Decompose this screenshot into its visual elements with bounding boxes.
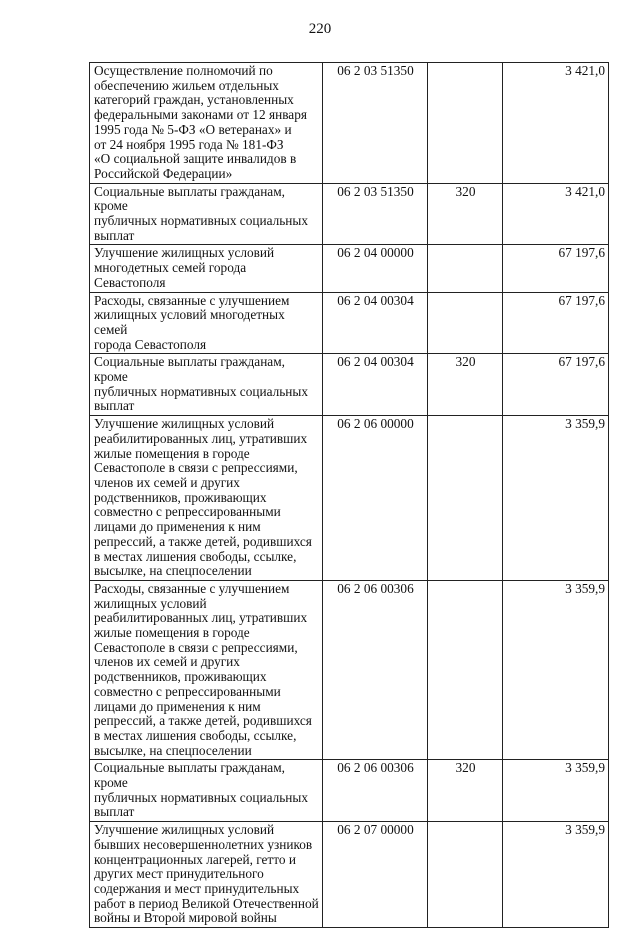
row-name: Осуществление полномочий по обеспечению жильем отдельных категорий граждан, установленных федеральными законами от 12 января 1995 года № 5-ФЗ «О ветеранах» и от 24 ноября 1995 года № 181-ФЗ «О социальной защите инвалидов в Российской Федерации»: [90, 63, 323, 184]
row-name: Социальные выплаты гражданам, кроме публичных нормативных социальных выплат: [90, 354, 323, 416]
row-target-code: 06 2 03 51350: [323, 183, 428, 245]
row-amount: 67 197,6: [503, 354, 609, 416]
row-target-code: 06 2 06 00306: [323, 760, 428, 822]
row-name: Улучшение жилищных условий реабилитированных лиц, утративших жилые помещения в городе Севастополе в связи с репрессиями, членов их семей и других родственников, проживающих совместно с репрессированными лицами до применения к ним репрессий, а также детей, родившихся в местах лишения свободы, ссылке, высылке, на спецпоселении: [90, 416, 323, 581]
row-amount: 3 421,0: [503, 63, 609, 184]
table-row: [90, 354, 609, 416]
table-row: [90, 822, 609, 928]
row-expense-type: [428, 822, 503, 928]
row-target-code: 06 2 03 51350: [323, 63, 428, 184]
row-name: Социальные выплаты гражданам, кроме публичных нормативных социальных выплат: [90, 183, 323, 245]
row-name: Расходы, связанные с улучшением жилищных условий реабилитированных лиц, утративших жилые помещения в городе Севастополе в связи с репрессиями, членов их семей и других родственников, проживающих совместно с репрессированными лицами до применения к ним репрессий, а также детей, родившихся в местах лишения свободы, ссылке, высылке, на спецпоселении: [90, 580, 323, 759]
row-name: Социальные выплаты гражданам, кроме публичных нормативных социальных выплат: [90, 760, 323, 822]
row-target-code: 06 2 04 00304: [323, 354, 428, 416]
row-target-code: 06 2 04 00304: [323, 292, 428, 354]
row-name: Расходы, связанные с улучшением жилищных условий многодетных семей города Севастополя: [90, 292, 323, 354]
table-row: [90, 245, 609, 292]
row-amount: 3 359,9: [503, 822, 609, 928]
row-amount: 3 421,0: [503, 183, 609, 245]
row-amount: 67 197,6: [503, 292, 609, 354]
row-amount: 3 359,9: [503, 416, 609, 581]
row-target-code: 06 2 06 00306: [323, 580, 428, 759]
row-expense-type: [428, 292, 503, 354]
table-row: [90, 416, 609, 581]
row-amount: 67 197,6: [503, 245, 609, 292]
row-amount: 3 359,9: [503, 580, 609, 759]
table-row: [90, 183, 609, 245]
row-name: Улучшение жилищных условий бывших несовершеннолетних узников концентрационных лагерей, гетто и других мест принудительного содержания и мест принудительных работ в период Великой Отечественной войны и Второй мировой войны: [90, 822, 323, 928]
table-row: [90, 760, 609, 822]
row-expense-type: [428, 63, 503, 184]
row-expense-type: 320: [428, 760, 503, 822]
row-target-code: 06 2 04 00000: [323, 245, 428, 292]
row-expense-type: 320: [428, 183, 503, 245]
table-row: [90, 580, 609, 759]
table-row: [90, 292, 609, 354]
row-expense-type: [428, 416, 503, 581]
page-number: 220: [308, 21, 332, 37]
row-name: Улучшение жилищных условий многодетных семей города Севастополя: [90, 245, 323, 292]
row-target-code: 06 2 06 00000: [323, 416, 428, 581]
table-row: [90, 63, 609, 184]
budget-table: [89, 62, 609, 928]
row-target-code: 06 2 07 00000: [323, 822, 428, 928]
row-amount: 3 359,9: [503, 760, 609, 822]
row-expense-type: [428, 580, 503, 759]
row-expense-type: 320: [428, 354, 503, 416]
row-expense-type: [428, 245, 503, 292]
